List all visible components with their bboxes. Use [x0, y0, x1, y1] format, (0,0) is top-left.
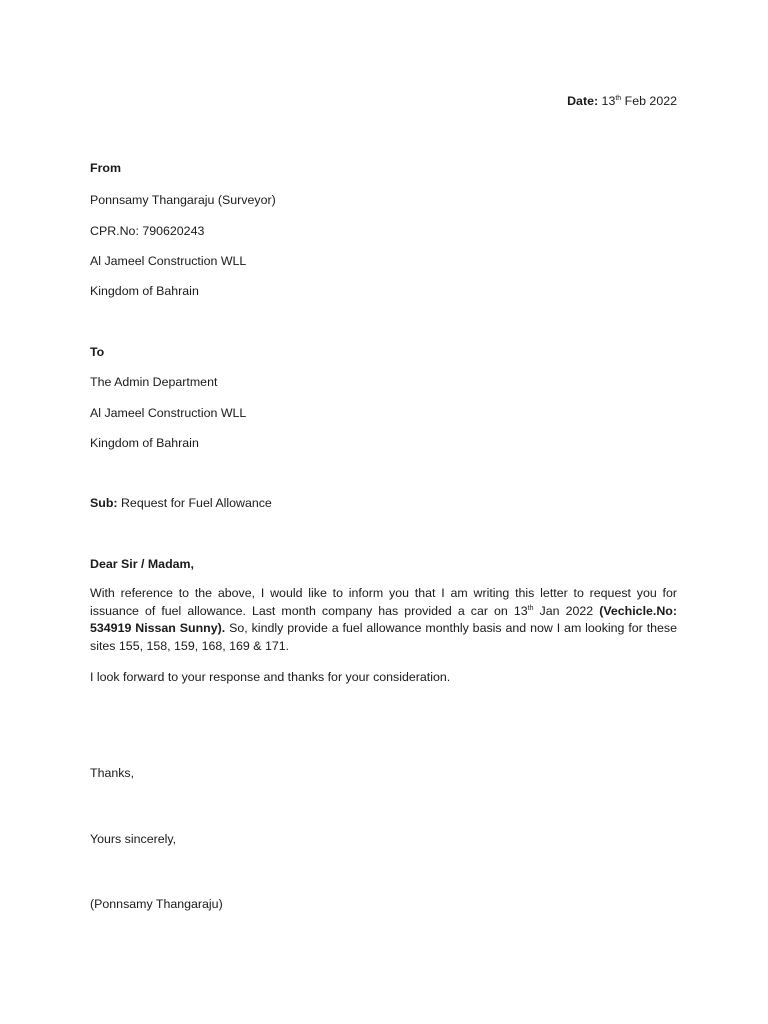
- date-rest: Feb 2022: [624, 94, 677, 108]
- to-line: The Admin Department: [90, 375, 218, 389]
- subject-line: [90, 495, 272, 511]
- date-day: 13: [601, 94, 616, 108]
- closing-sincerely: Yours sincerely,: [90, 832, 177, 846]
- from-heading: From: [90, 161, 121, 175]
- to-line: Kingdom of Bahrain: [90, 436, 199, 450]
- to-line: Al Jameel Construction WLL: [90, 406, 247, 420]
- body-paragraph-2: I look forward to your response and thanks for your consideration.: [90, 670, 451, 684]
- body-text: With reference to the above, I would like to inform you that I am writing this letter to request you for issuance of fuel allowance. Last month company has provided a car on 13: [90, 586, 677, 618]
- salutation: Dear Sir / Madam,: [90, 557, 194, 571]
- body-text: So, kindly provide a fuel allowance monthly basis and now I am looking for these sites 155, 158, 159, 168, 169 & 171.: [90, 621, 678, 653]
- body-sup: th: [527, 604, 534, 612]
- from-line: Ponnsamy Thangaraju (Surveyor): [90, 193, 276, 207]
- from-line: CPR.No: 790620243: [90, 224, 205, 238]
- vehicle-info: (Vechicle.No: 534919 Nissan Sunny).: [90, 603, 677, 635]
- to-heading: To: [90, 345, 105, 359]
- date-label: Date:: [567, 94, 599, 108]
- body-text: Jan 2022: [533, 603, 600, 618]
- from-line: Al Jameel Construction WLL: [90, 254, 247, 268]
- closing-thanks: Thanks,: [90, 766, 135, 780]
- signature: (Ponnsamy Thangaraju): [90, 897, 223, 911]
- subject-text: Request for Fuel Allowance: [120, 496, 272, 510]
- date-day-suffix: th: [615, 94, 622, 102]
- body-paragraph-1: [90, 585, 677, 655]
- letter-date: [567, 93, 677, 109]
- subject-label: Sub:: [90, 496, 118, 510]
- from-line: Kingdom of Bahrain: [90, 284, 199, 298]
